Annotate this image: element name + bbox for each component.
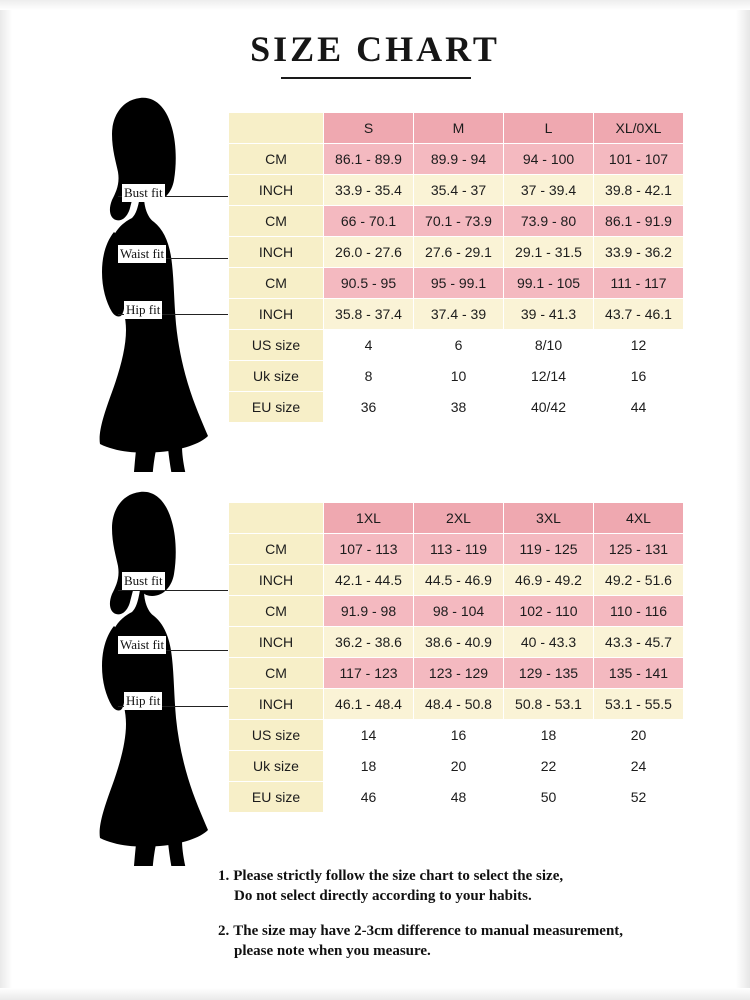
header-size-s: S	[324, 113, 414, 144]
note-line-1: Please strictly follow the size chart to select the size,	[233, 868, 564, 884]
table-cell: 48	[414, 782, 504, 813]
woman-silhouette-icon-bottom	[78, 486, 228, 866]
table-cell: 135 - 141	[594, 658, 684, 689]
note-line-2: please note when you measure.	[234, 942, 431, 959]
table-cell: 35.4 - 37	[414, 175, 504, 206]
table-cell: 6	[414, 330, 504, 361]
table-cell: 119 - 125	[504, 534, 594, 565]
table-cell: 73.9 - 80	[504, 206, 594, 237]
table-row	[229, 565, 684, 596]
table-row	[229, 751, 684, 782]
header-size-3xl: 3XL	[504, 503, 594, 534]
header-blank	[229, 113, 324, 144]
table-row	[229, 206, 684, 237]
row-label: CM	[229, 658, 324, 689]
table-cell: 117 - 123	[324, 658, 414, 689]
table-cell: 99.1 - 105	[504, 268, 594, 299]
page-edge-left	[0, 0, 12, 1000]
page-edge-right	[736, 0, 750, 1000]
note-line-2: Do not select directly according to your habits.	[234, 888, 532, 905]
table-cell: 42.1 - 44.5	[324, 565, 414, 596]
table-row	[229, 596, 684, 627]
note-item	[218, 866, 738, 907]
table-cell: 44	[594, 392, 684, 423]
table-cell: 40/42	[504, 392, 594, 423]
table-cell: 24	[594, 751, 684, 782]
table-cell: 70.1 - 73.9	[414, 206, 504, 237]
row-label: INCH	[229, 627, 324, 658]
table-cell: 38.6 - 40.9	[414, 627, 504, 658]
hip-fit-label-bottom: Hip fit	[126, 693, 161, 708]
notes-section	[218, 866, 738, 975]
table-cell: 123 - 129	[414, 658, 504, 689]
table-cell: 36	[324, 392, 414, 423]
table-cell: 12	[594, 330, 684, 361]
table-header-row	[229, 503, 684, 534]
table-cell: 37.4 - 39	[414, 299, 504, 330]
table-cell: 53.1 - 55.5	[594, 689, 684, 720]
row-label: CM	[229, 534, 324, 565]
table-cell: 16	[414, 720, 504, 751]
bust-fit-label-bottom: Bust fit	[124, 573, 163, 588]
table-cell: 39.8 - 42.1	[594, 175, 684, 206]
header-size-xl: XL/0XL	[594, 113, 684, 144]
table-body	[229, 144, 684, 423]
table-row	[229, 534, 684, 565]
row-label: CM	[229, 596, 324, 627]
table-cell: 37 - 39.4	[504, 175, 594, 206]
page-edge-top	[0, 0, 750, 10]
header-size-m: M	[414, 113, 504, 144]
table-cell: 89.9 - 94	[414, 144, 504, 175]
table-cell: 98 - 104	[414, 596, 504, 627]
table-cell: 12/14	[504, 361, 594, 392]
table-cell: 49.2 - 51.6	[594, 565, 684, 596]
table-cell: 52	[594, 782, 684, 813]
table-row	[229, 330, 684, 361]
table-cell: 10	[414, 361, 504, 392]
table-cell: 94 - 100	[504, 144, 594, 175]
row-label: Uk size	[229, 361, 324, 392]
table-cell: 40 - 43.3	[504, 627, 594, 658]
table-cell: 46.1 - 48.4	[324, 689, 414, 720]
table-cell: 91.9 - 98	[324, 596, 414, 627]
row-label: INCH	[229, 689, 324, 720]
row-label: INCH	[229, 237, 324, 268]
table-row	[229, 782, 684, 813]
note-line-1: The size may have 2-3cm difference to manual measurement,	[233, 922, 624, 939]
table-cell: 101 - 107	[594, 144, 684, 175]
table-cell: 27.6 - 29.1	[414, 237, 504, 268]
table-row	[229, 144, 684, 175]
table-cell: 20	[414, 751, 504, 782]
table-cell: 125 - 131	[594, 534, 684, 565]
note-number: 2.	[218, 922, 230, 939]
table-cell: 16	[594, 361, 684, 392]
table-cell: 38	[414, 392, 504, 423]
table-row	[229, 658, 684, 689]
header-size-1xl: 1XL	[324, 503, 414, 534]
table-row	[229, 689, 684, 720]
row-label: INCH	[229, 299, 324, 330]
row-label: CM	[229, 144, 324, 175]
table-cell: 14	[324, 720, 414, 751]
table-cell: 86.1 - 91.9	[594, 206, 684, 237]
table-header-row	[229, 113, 684, 144]
table-cell: 4	[324, 330, 414, 361]
row-label: US size	[229, 330, 324, 361]
table-cell: 111 - 117	[594, 268, 684, 299]
row-label: CM	[229, 268, 324, 299]
table-cell: 26.0 - 27.6	[324, 237, 414, 268]
page-edge-bottom	[0, 988, 750, 1000]
table-cell: 46.9 - 49.2	[504, 565, 594, 596]
waist-fit-label-bottom: Waist fit	[120, 637, 165, 652]
table-row	[229, 268, 684, 299]
table-cell: 50.8 - 53.1	[504, 689, 594, 720]
table-cell: 33.9 - 35.4	[324, 175, 414, 206]
table-cell: 66 - 70.1	[324, 206, 414, 237]
table-cell: 39 - 41.3	[504, 299, 594, 330]
waist-fit-label-top: Waist fit	[120, 246, 165, 261]
page-title: SIZE CHART	[250, 29, 500, 69]
bust-leader-line-bottom	[118, 590, 230, 591]
table-cell: 43.7 - 46.1	[594, 299, 684, 330]
row-label: INCH	[229, 565, 324, 596]
bust-fit-label-top: Bust fit	[124, 185, 163, 200]
table-row	[229, 392, 684, 423]
size-table-standard	[228, 112, 684, 423]
table-cell: 107 - 113	[324, 534, 414, 565]
table-cell: 102 - 110	[504, 596, 594, 627]
table-cell: 86.1 - 89.9	[324, 144, 414, 175]
table-row	[229, 299, 684, 330]
row-label: INCH	[229, 175, 324, 206]
table-cell: 48.4 - 50.8	[414, 689, 504, 720]
table-cell: 33.9 - 36.2	[594, 237, 684, 268]
table-cell: 20	[594, 720, 684, 751]
table-cell: 18	[324, 751, 414, 782]
table-cell: 44.5 - 46.9	[414, 565, 504, 596]
table-cell: 18	[504, 720, 594, 751]
table-body	[229, 534, 684, 813]
note-item	[218, 921, 738, 962]
table-cell: 46	[324, 782, 414, 813]
table-cell: 43.3 - 45.7	[594, 627, 684, 658]
header-size-l: L	[504, 113, 594, 144]
row-label: CM	[229, 206, 324, 237]
table-cell: 129 - 135	[504, 658, 594, 689]
table-cell: 95 - 99.1	[414, 268, 504, 299]
row-label: US size	[229, 720, 324, 751]
header-size-4xl: 4XL	[594, 503, 684, 534]
table-row	[229, 361, 684, 392]
table-row	[229, 627, 684, 658]
hip-fit-label-top: Hip fit	[126, 302, 161, 317]
header-size-2xl: 2XL	[414, 503, 504, 534]
header-blank	[229, 503, 324, 534]
table-cell: 29.1 - 31.5	[504, 237, 594, 268]
table-cell: 22	[504, 751, 594, 782]
table-cell: 113 - 119	[414, 534, 504, 565]
table-cell: 36.2 - 38.6	[324, 627, 414, 658]
woman-silhouette-icon-top	[78, 92, 228, 472]
table-cell: 35.8 - 37.4	[324, 299, 414, 330]
note-number: 1.	[218, 868, 230, 884]
table-row	[229, 720, 684, 751]
table-cell: 50	[504, 782, 594, 813]
table-cell: 110 - 116	[594, 596, 684, 627]
table-row	[229, 237, 684, 268]
row-label: EU size	[229, 782, 324, 813]
table-cell: 90.5 - 95	[324, 268, 414, 299]
table-cell: 8/10	[504, 330, 594, 361]
size-table-plus	[228, 502, 684, 813]
row-label: EU size	[229, 392, 324, 423]
row-label: Uk size	[229, 751, 324, 782]
title-underline	[281, 77, 471, 79]
table-cell: 8	[324, 361, 414, 392]
table-row	[229, 175, 684, 206]
